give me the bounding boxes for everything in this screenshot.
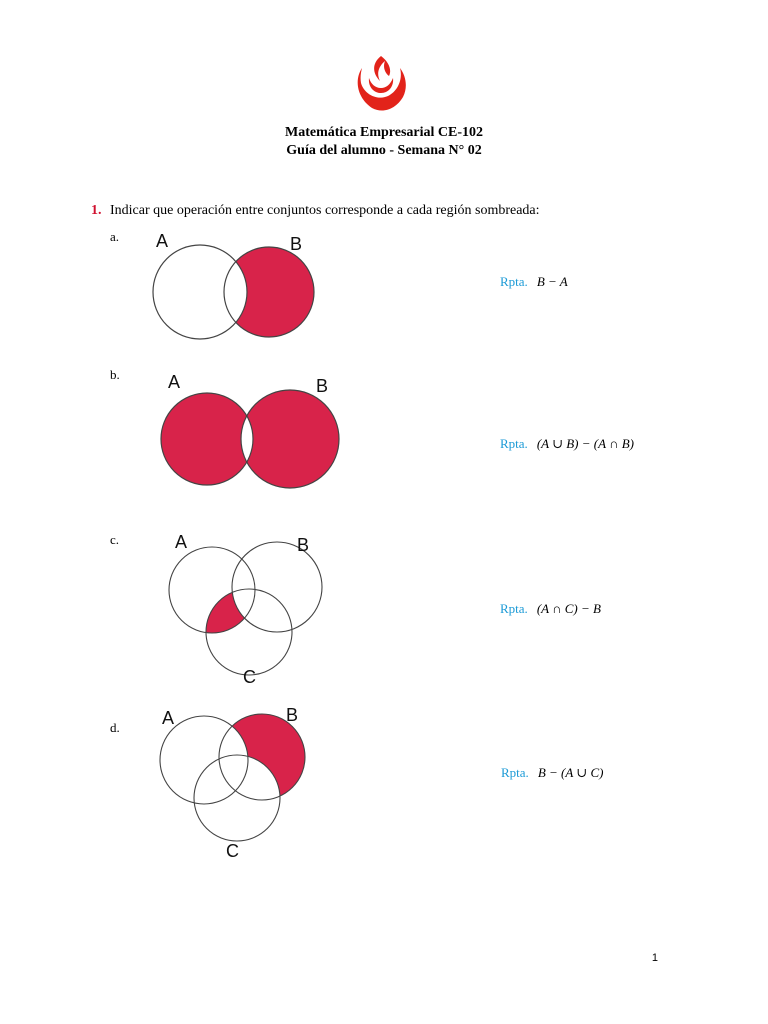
set-b-label: B [290, 234, 303, 254]
page-subtitle: Guía del alumno - Semana N° 02 [286, 143, 482, 158]
set-a-label: A [156, 231, 169, 251]
answer-label: Rpta. [501, 765, 529, 780]
answer-c [500, 601, 601, 617]
item-c-label: c. [110, 532, 120, 547]
venn-diagram-a [140, 228, 330, 348]
answer-label: Rpta. [500, 274, 528, 289]
set-a-label: A [162, 708, 175, 728]
set-c-label: C [226, 841, 239, 861]
item-a-label: a. [110, 229, 120, 244]
question-text: Indicar que operación entre conjuntos corresponde a cada región sombreada: [110, 203, 540, 218]
answer-d [501, 765, 603, 781]
upc-flame-logo-icon [352, 54, 410, 114]
page-title: Matemática Empresarial CE-102 [284, 125, 484, 140]
set-b-label: B [297, 535, 310, 555]
item-d-label: d. [110, 720, 120, 735]
answer-label: Rpta. [500, 601, 528, 616]
set-b-label: B [286, 705, 299, 725]
venn-diagram-d [150, 702, 320, 864]
set-c-label: C [243, 667, 256, 687]
set-a-label: A [175, 532, 188, 552]
answer-b [500, 436, 634, 452]
venn-diagram-b [150, 368, 350, 493]
answer-a [500, 274, 568, 290]
venn-diagram-c [160, 528, 330, 690]
question-number: 1. [91, 203, 102, 218]
item-b-label: b. [110, 367, 120, 382]
shaded-region [161, 390, 339, 488]
answer-label: Rpta. [500, 436, 528, 451]
set-b-label: B [316, 376, 329, 396]
answer-expression: (A ∪ B) − (A ∩ B) [536, 436, 634, 451]
answer-expression: B − A [536, 274, 568, 289]
set-b-circle [232, 542, 322, 632]
page-number: 1 [651, 952, 658, 964]
answer-expression: (A ∩ C) − B [536, 601, 601, 616]
answer-expression: B − (A ∪ C) [537, 765, 604, 780]
set-a-label: A [168, 372, 181, 392]
